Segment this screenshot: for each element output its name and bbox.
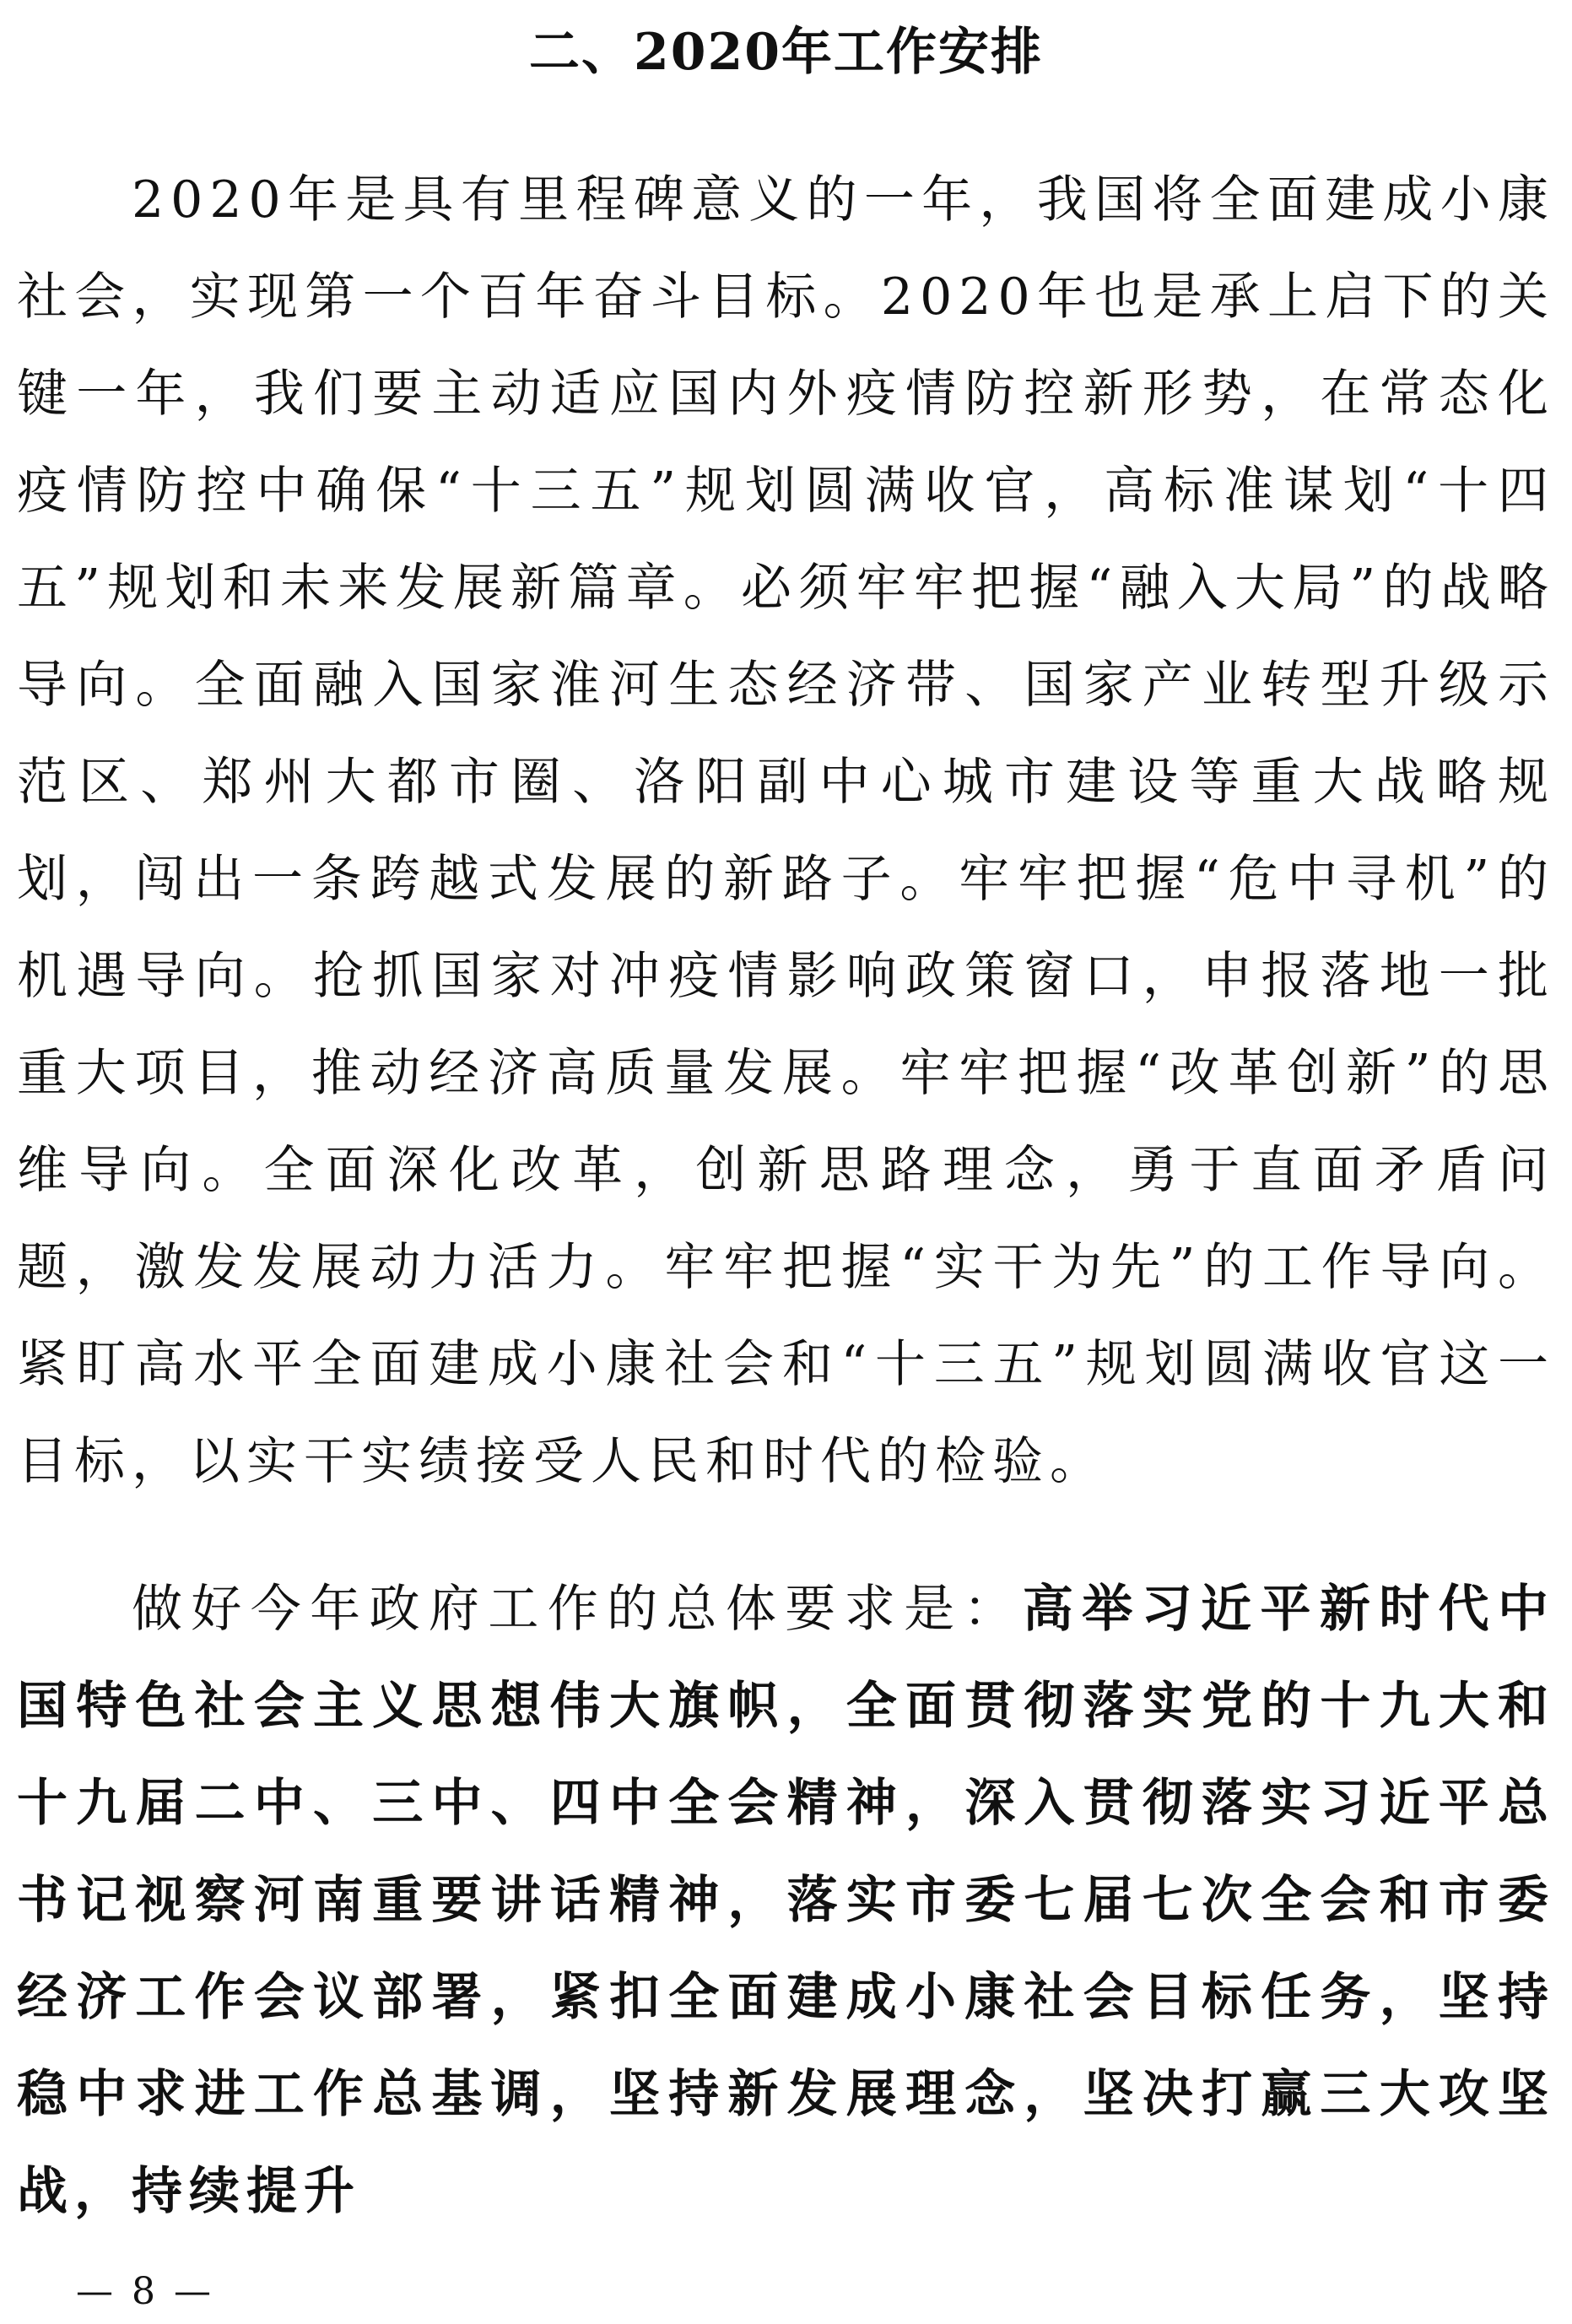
section-title: 二、2020年工作安排 <box>529 23 1043 82</box>
paragraph-2020-significance: 2020年是具有里程碑意义的一年，我国将全面建成小康社会，实现第一个百年奋斗目标。2020年也是承上启下的关键一年，我们要主动适应国内外疫情防控新形势，在常态化疫情防控中确保“十三五”规划圆满收官，高标准谋划“十四五”规划和未来发展新篇章。必须牢牢把握“融入大局”的战略导向。全面融入国家淮河生态经济带、国家产业转型升级示范区、郑州大都市圈、洛阳副中心城市建设等重大战略规划，闯出一条跨越式发展的新路子。牢牢把握“危中寻机”的机遇导向。抢抓国家对冲疫情影响政策窗口，申报落地一批重大项目，推动经济高质量发展。牢牢把握“改革创新”的思维导向。全面深化改革，创新思路理念，勇于直面矛盾问题，激发发展动力活力。牢牢把握“实干为先”的工作导向。紧盯高水平全面建成小康社会和“十三五”规划圆满收官这一目标，以实干实绩接受人民和时代的检验。 <box>17 170 1555 1491</box>
document-page <box>17 0 1555 2324</box>
requirements-bold-text: 高举习近平新时代中国特色社会主义思想伟大旗帜，全面贯彻落实党的十九大和十九届二中、三中、四中全会精神，深入贯彻落实习近平总书记视察河南重要讲话精神，落实市委七届七次全会和市委经济工作会议部署，紧扣全面建成小康社会目标任务，坚持稳中求进工作总基调，坚持新发展理念，坚决打赢三大攻坚战，持续提升 <box>17 1580 1556 2221</box>
requirements-lead-text: 做好今年政府工作的总体要求是： <box>132 1580 1023 1639</box>
paragraph-overall-requirements <box>17 1561 1555 2240</box>
page-number: — 8 — <box>76 2270 214 2313</box>
